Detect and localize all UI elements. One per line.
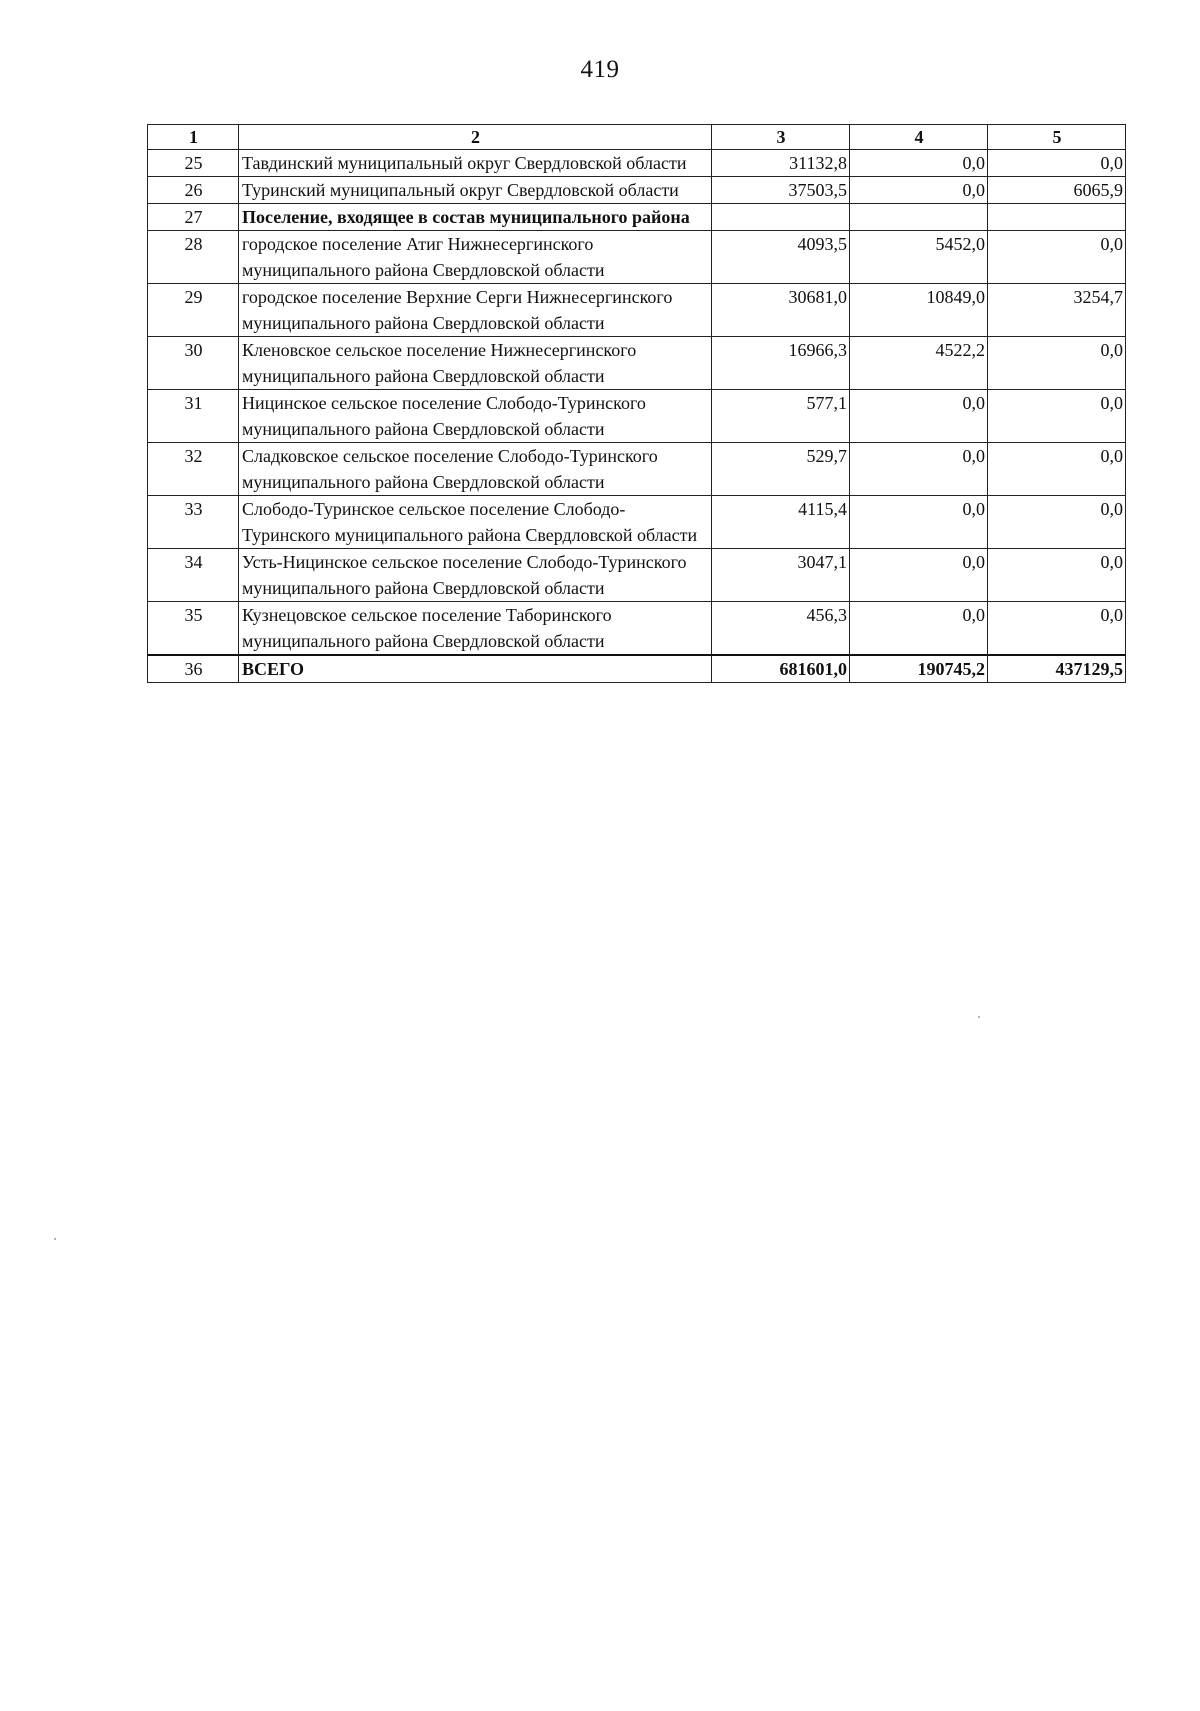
row-value-col4: 0,0 <box>850 496 988 549</box>
row-name: Кленовское сельское поселение Нижнесергинского муниципального района Свердловской области <box>239 337 712 390</box>
row-number: 32 <box>148 443 239 496</box>
row-number: 36 <box>148 655 239 683</box>
table-body <box>148 150 1126 683</box>
row-value-col4: 190745,2 <box>850 655 988 683</box>
row-name: Сладковское сельское поселение Слободо-Туринского муниципального района Свердловской области <box>239 443 712 496</box>
column-header-2: 2 <box>239 125 712 150</box>
row-number: 27 <box>148 204 239 231</box>
row-value-col4: 0,0 <box>850 443 988 496</box>
row-value-col5: 0,0 <box>988 549 1126 602</box>
table-row-section-heading <box>148 204 1126 231</box>
row-value-col3: 16966,3 <box>712 337 850 390</box>
column-header-1: 1 <box>148 125 239 150</box>
row-name: Ницинское сельское поселение Слободо-Туринского муниципального района Свердловской области <box>239 390 712 443</box>
row-value-col5: 0,0 <box>988 443 1126 496</box>
row-value-col3: 4093,5 <box>712 231 850 284</box>
row-value-col5: 437129,5 <box>988 655 1126 683</box>
table-row <box>148 496 1126 549</box>
row-name: Слободо-Туринское сельское поселение Слободо-Туринского муниципального района Свердловской области <box>239 496 712 549</box>
row-number: 29 <box>148 284 239 337</box>
row-number: 25 <box>148 150 239 177</box>
table-row-total <box>148 655 1126 683</box>
row-number: 30 <box>148 337 239 390</box>
row-name: Усть-Ницинское сельское поселение Слободо-Туринского муниципального района Свердловской области <box>239 549 712 602</box>
row-name: Кузнецовское сельское поселение Таборинского муниципального района Свердловской области <box>239 602 712 656</box>
scan-speck <box>54 1238 56 1240</box>
row-value-col3: 529,7 <box>712 443 850 496</box>
table-row <box>148 177 1126 204</box>
column-header-5: 5 <box>988 125 1126 150</box>
row-value-col5: 3254,7 <box>988 284 1126 337</box>
row-value-col5: 0,0 <box>988 150 1126 177</box>
row-value-col3: 4115,4 <box>712 496 850 549</box>
column-header-4: 4 <box>850 125 988 150</box>
table-row <box>148 390 1126 443</box>
table-row <box>148 549 1126 602</box>
row-name: Поселение, входящее в состав муниципального района <box>239 204 712 231</box>
row-value-col3: 30681,0 <box>712 284 850 337</box>
row-number: 28 <box>148 231 239 284</box>
row-value-col5: 6065,9 <box>988 177 1126 204</box>
table-row <box>148 231 1126 284</box>
row-value-col5: 0,0 <box>988 390 1126 443</box>
row-value-col5 <box>988 204 1126 231</box>
table-row <box>148 284 1126 337</box>
row-value-col4: 0,0 <box>850 177 988 204</box>
row-value-col3: 31132,8 <box>712 150 850 177</box>
row-value-col4: 4522,2 <box>850 337 988 390</box>
row-name: городское поселение Атиг Нижнесергинского муниципального района Свердловской области <box>239 231 712 284</box>
row-value-col4: 5452,0 <box>850 231 988 284</box>
row-number: 34 <box>148 549 239 602</box>
row-value-col5: 0,0 <box>988 496 1126 549</box>
row-value-col4: 10849,0 <box>850 284 988 337</box>
row-value-col4: 0,0 <box>850 150 988 177</box>
row-value-col3: 456,3 <box>712 602 850 656</box>
row-value-col3: 577,1 <box>712 390 850 443</box>
row-name: ВСЕГО <box>239 655 712 683</box>
scan-speck <box>978 1016 980 1018</box>
row-value-col5: 0,0 <box>988 231 1126 284</box>
table-header <box>148 125 1126 150</box>
row-value-col3 <box>712 204 850 231</box>
table-row <box>148 150 1126 177</box>
row-name: городское поселение Верхние Серги Нижнесергинского муниципального района Свердловской области <box>239 284 712 337</box>
row-value-col4: 0,0 <box>850 390 988 443</box>
page-number: 419 <box>580 56 620 83</box>
row-number: 26 <box>148 177 239 204</box>
row-value-col4: 0,0 <box>850 549 988 602</box>
row-value-col3: 37503,5 <box>712 177 850 204</box>
table-row <box>148 602 1126 656</box>
row-number: 31 <box>148 390 239 443</box>
row-value-col5: 0,0 <box>988 337 1126 390</box>
row-name: Туринский муниципальный округ Свердловской области <box>239 177 712 204</box>
row-name: Тавдинский муниципальный округ Свердловской области <box>239 150 712 177</box>
row-value-col3: 681601,0 <box>712 655 850 683</box>
column-header-3: 3 <box>712 125 850 150</box>
row-value-col4: 0,0 <box>850 602 988 656</box>
row-value-col3: 3047,1 <box>712 549 850 602</box>
row-number: 35 <box>148 602 239 656</box>
budget-table <box>147 124 1126 683</box>
row-value-col4 <box>850 204 988 231</box>
table-row <box>148 337 1126 390</box>
row-value-col5: 0,0 <box>988 602 1126 656</box>
row-number: 33 <box>148 496 239 549</box>
table-row <box>148 443 1126 496</box>
header-row <box>148 125 1126 150</box>
